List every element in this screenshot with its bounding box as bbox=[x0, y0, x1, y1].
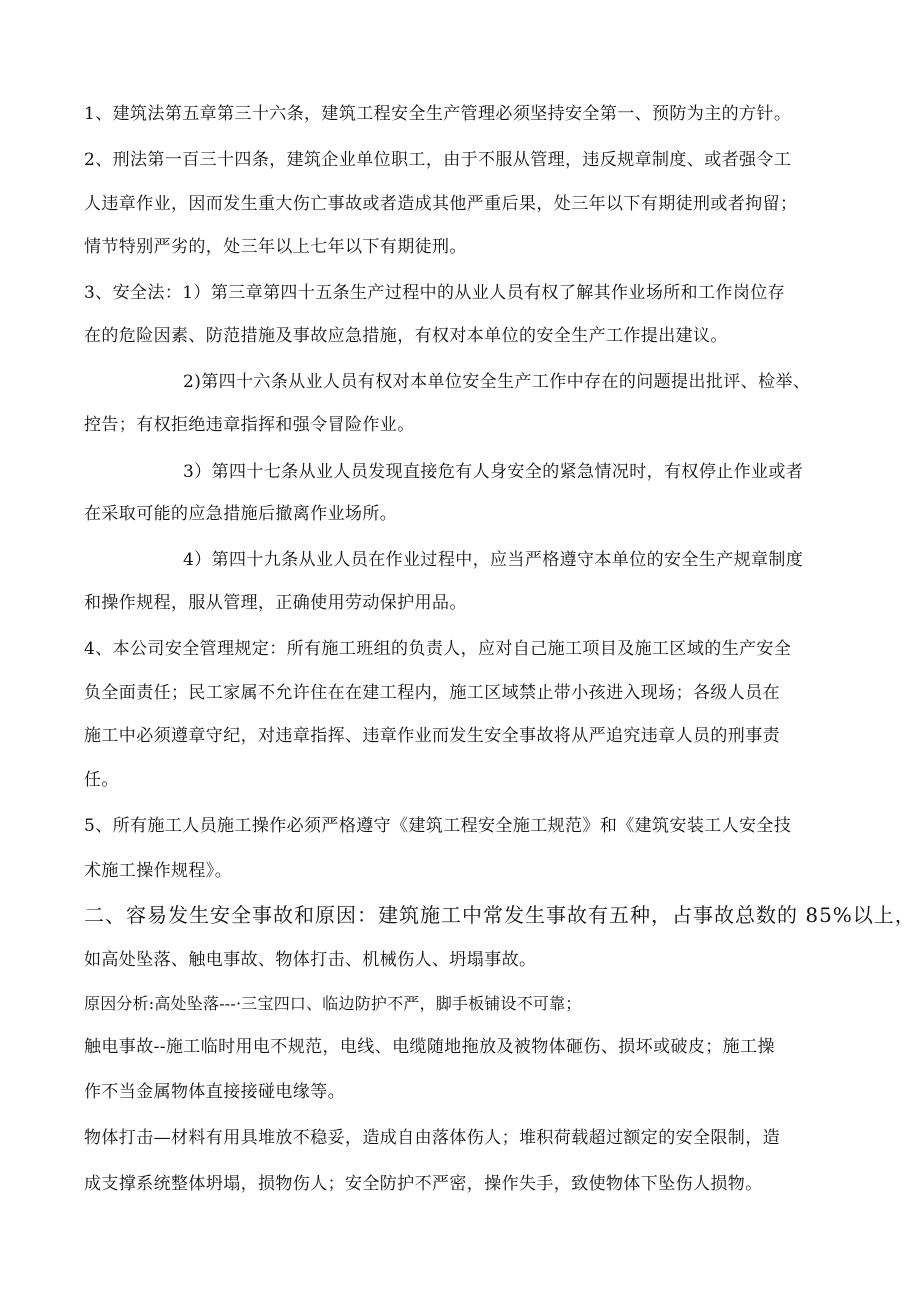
text-line: 4、本公司安全管理规定：所有施工班组的负责人，应对自己施工项目及施工区域的生产安全 bbox=[84, 639, 792, 659]
text-line: 如高处坠落、触电事故、物体打击、机械伤人、坍塌事故。 bbox=[84, 950, 537, 970]
text-line: 成支撑系统整体坍塌，损物伤人；安全防护不严密，操作失手，致使物体下坠伤人损物。 bbox=[84, 1174, 763, 1194]
text-line: 2、刑法第一百三十四条，建筑企业单位职工，由于不服从管理，违反规章制度、或者强令工 bbox=[84, 150, 792, 170]
text-line: 触电事故--施工临时用电不规范，电线、电缆随地拖放及被物体砸伤、损坏或破皮；施工操 bbox=[84, 1037, 775, 1057]
text-line: 作不当金属物体直接接碰电缘等。 bbox=[84, 1082, 345, 1102]
text-line: 4）第四十九条从业人员在作业过程中，应当严格遵守本单位的安全生产规章制度 bbox=[183, 550, 804, 570]
text-line: 施工中必须遵章守纪，对违章指挥、违章作业而发生安全事故将从严追究违章人员的刑事责 bbox=[84, 726, 780, 746]
text-line: 在的危险因素、防范措施及事故应急措施，有权对本单位的安全生产工作提出建议。 bbox=[84, 326, 728, 346]
text-line: 和操作规程，服从管理，正确使用劳动保护用品。 bbox=[84, 593, 467, 613]
text-line: 情节特别严劣的，处三年以上七年以下有期徒刑。 bbox=[84, 237, 467, 257]
text-line: 原因分析:高处坠落---·三宝四口、临边防护不严，脚手板铺设不可靠； bbox=[84, 994, 582, 1013]
text-line: 3、安全法：1）第三章第四十五条生产过程中的从业人员有权了解其作业场所和工作岗位存 bbox=[84, 283, 786, 303]
text-line: 术施工操作规程》。 bbox=[84, 861, 233, 881]
text-line: 2)第四十六条从业人员有权对本单位安全生产工作中存在的问题提出批评、检举、 bbox=[183, 372, 811, 392]
text-line: 在采取可能的应急措施后撤离作业场所。 bbox=[84, 504, 398, 524]
text-line: 5、所有施工人员施工操作必须严格遵守《建筑工程安全施工规范》和《建筑安装工人安全技 bbox=[84, 816, 792, 836]
text-line: 控告；有权拒绝违章指挥和强令冒险作业。 bbox=[84, 415, 415, 435]
text-line: 任。 bbox=[84, 770, 119, 790]
text-line: 1、建筑法第五章第三十六条，建筑工程安全生产管理必须坚持安全第一、预防为主的方针。 bbox=[84, 104, 792, 124]
text-line: 负全面责任；民工家属不允许住在在建工程内，施工区域禁止带小孩进入现场；各级人员在 bbox=[84, 683, 780, 703]
text-line: 物体打击—材料有用具堆放不稳妥，造成自由落体伤人；堆积荷载超过额定的安全限制，造 bbox=[84, 1128, 780, 1148]
text-line: 人违章作业，因而发生重大伤亡事故或者造成其他严重后果，处三年以下有期徒刑或者拘留； bbox=[84, 194, 798, 214]
text-line: 3）第四十七条从业人员发现直接危有人身安全的紧急情况时，有权停止作业或者 bbox=[183, 462, 804, 482]
section-heading: 二、容易发生安全事故和原因：建筑施工中常发生事故有五种，占事故总数的 85%以上， bbox=[84, 903, 916, 927]
